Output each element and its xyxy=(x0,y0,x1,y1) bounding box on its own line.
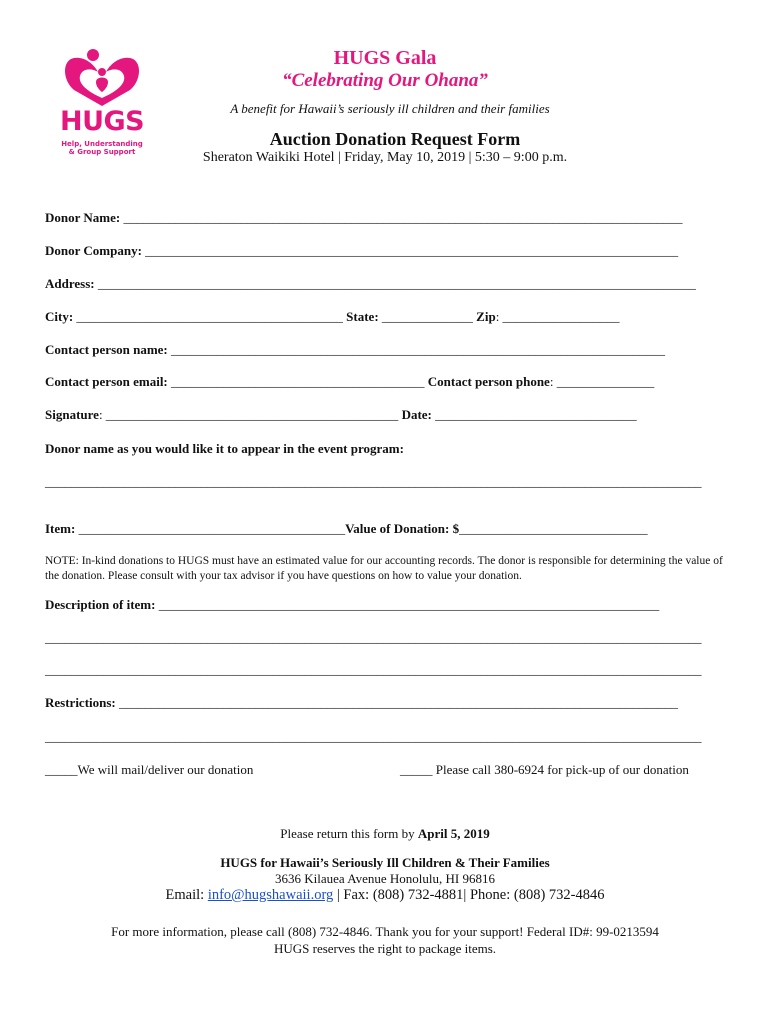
form-title: Auction Donation Request Form xyxy=(269,129,521,149)
benefit-line: A benefit for Hawaii’s seriously ill children and their families xyxy=(230,101,550,116)
return-instructions: Please return this form by April 5, 2019 xyxy=(280,826,490,841)
address-field[interactable]: Address: ____________________________________________________________________________________________ xyxy=(45,276,696,291)
donor-name-field[interactable]: Donor Name: ______________________________________________________________________________________ xyxy=(45,210,683,225)
description-line-2[interactable]: _____________________________________________________________________________________________________ xyxy=(45,630,702,645)
signature-date-row[interactable]: Signature: _____________________________________________ Date: _______________________________ xyxy=(45,407,637,422)
contact-email-phone-row[interactable]: Contact person email: _______________________________________ Contact person phone: _______________ xyxy=(45,374,655,389)
description-line-3[interactable]: _____________________________________________________________________________________________________ xyxy=(45,662,702,677)
mail-delivery-option[interactable]: _____We will mail/deliver our donation xyxy=(45,762,254,777)
restrictions-line-2[interactable]: _____________________________________________________________________________________________________ xyxy=(45,729,702,744)
contact-name-field[interactable]: Contact person name: ____________________________________________________________________________ xyxy=(45,342,666,357)
package-notice: HUGS reserves the right to package items. xyxy=(273,941,497,956)
program-name-line[interactable]: _____________________________________________________________________________________________________ xyxy=(45,474,702,489)
event-details: Sheraton Waikiki Hotel | Friday, May 10, 2019 | 5:30 – 9:00 p.m. xyxy=(202,150,568,165)
email-link[interactable]: info@hugshawaii.org xyxy=(207,887,334,903)
logo-wordmark: HUGS xyxy=(60,106,145,137)
logo-tagline: Help, Understanding & Group Support xyxy=(61,140,143,156)
program-name-label: Donor name as you would like it to appear in the event program: xyxy=(45,441,404,456)
contact-line: Email: info@hugshawaii.org | Fax: (808) 732-4881| Phone: (808) 732-4846 xyxy=(165,887,605,903)
accounting-note: NOTE: In-kind donations to HUGS must have an estimated value for our accounting records. The donor is responsible for determining the value of the donation. Please consult with your tax advisor if you have questions on how to value your donation. xyxy=(45,555,723,582)
event-subtitle: “Celebrating Our Ohana” xyxy=(282,70,488,91)
event-title: HUGS Gala xyxy=(333,47,437,69)
donor-company-field[interactable]: Donor Company: __________________________________________________________________________________ xyxy=(45,243,679,258)
restrictions-field[interactable]: Restrictions: ______________________________________________________________________________________ xyxy=(45,695,679,710)
org-address: 3636 Kilauea Avenue Honolulu, HI 96816 xyxy=(275,871,495,886)
item-value-row[interactable]: Item: _________________________________________Value of Donation: $_____________________________ xyxy=(45,521,648,536)
more-info-line: For more information, please call (808) 732-4846. Thank you for your support! Federal ID#: 99-0213594 xyxy=(111,924,659,939)
city-state-zip-row[interactable]: City: _________________________________________ State: ______________ Zip: __________________ xyxy=(45,309,620,324)
return-date: April 5, 2019 xyxy=(417,826,490,841)
pickup-option[interactable]: _____ Please call 380-6924 for pick-up of our donation xyxy=(400,762,689,777)
org-name: HUGS for Hawaii’s Seriously Ill Children & Their Families xyxy=(220,855,550,870)
description-field[interactable]: Description of item: _____________________________________________________________________________ xyxy=(45,597,660,612)
